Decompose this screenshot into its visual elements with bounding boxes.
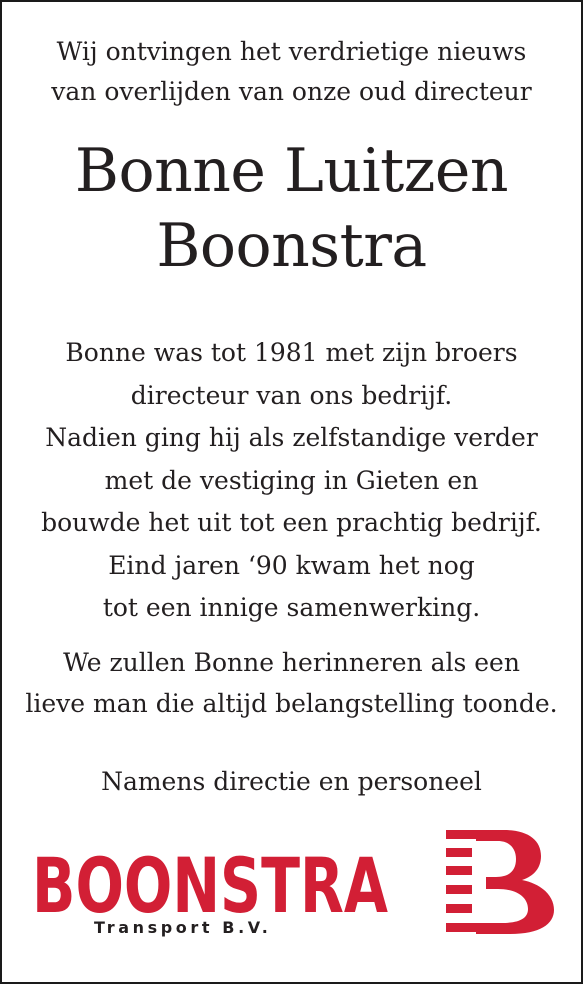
closing-line: lieve man die altijd belangstelling toonde.	[25, 689, 558, 718]
name-line: Boonstra	[156, 211, 427, 281]
tribute-line: Eind jaren ‘90 kwam het nog	[108, 550, 475, 580]
closing-line: We zullen Bonne herinneren als een	[63, 648, 520, 677]
tribute-line: Bonne was tot 1981 met zijn broers	[65, 338, 518, 367]
signature: Namens directie en personeel	[101, 767, 482, 796]
company-subtitle: Transport B.V.	[94, 918, 272, 937]
company-logo-wordmark	[32, 840, 392, 922]
boonstra-b-logo-icon	[446, 830, 554, 934]
company-name: BOONSTRA	[32, 841, 389, 922]
tribute-line: Nadien ging hij als zelfstandige verder	[45, 423, 538, 452]
tribute-line: bouwde het uit tot een prachtig bedrijf.	[41, 508, 542, 537]
tribute-line: directeur van ons bedrijf.	[130, 380, 453, 410]
tribute-line: met de vestiging in Gieten en	[104, 465, 479, 495]
intro-line: Wij ontvingen het verdrietige nieuws	[56, 37, 527, 66]
name-line: Bonne Luitzen	[74, 136, 509, 206]
closing-text	[2, 642, 581, 724]
tribute-text	[2, 332, 581, 630]
intro-text	[2, 32, 581, 112]
intro-line: van overlijden van onze oud directeur	[51, 77, 532, 106]
tribute-line: tot een innige samenwerking.	[102, 593, 481, 622]
deceased-name	[2, 134, 581, 284]
